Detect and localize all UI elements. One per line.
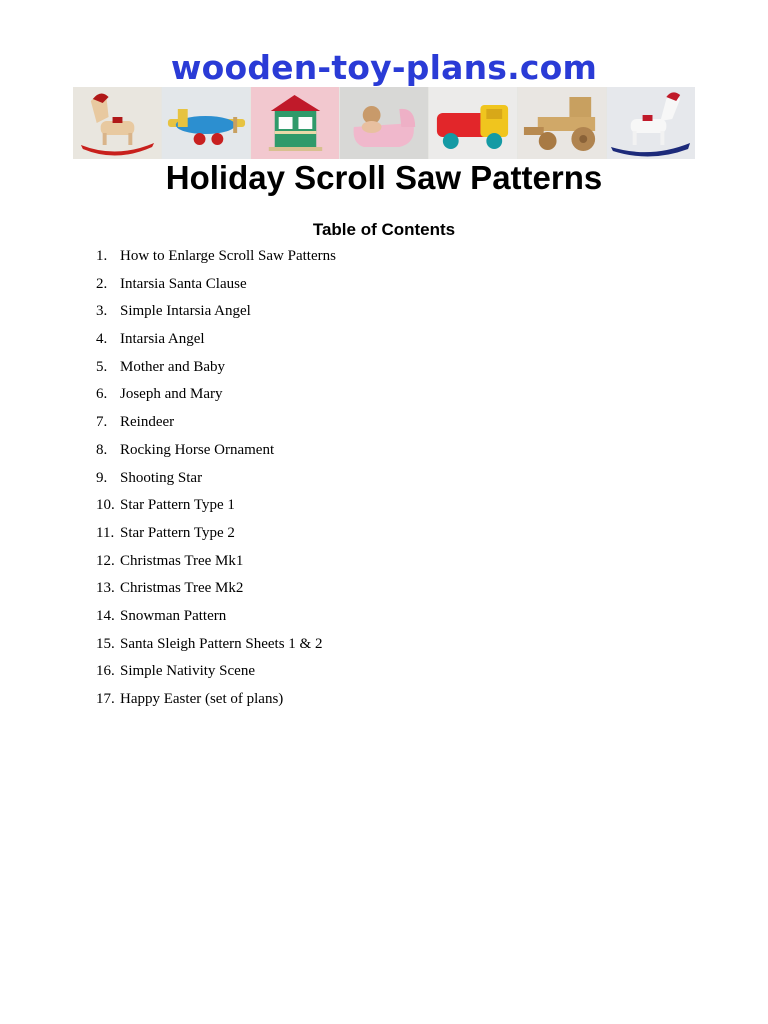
toc-item[interactable] <box>96 354 336 382</box>
toc-item-label: Snowman Pattern <box>120 607 227 624</box>
toc-item[interactable] <box>96 243 336 271</box>
toc-item-label: Rocking Horse Ornament <box>120 441 275 458</box>
toc-item[interactable] <box>96 631 336 659</box>
toc-item[interactable] <box>96 548 336 576</box>
toc-item[interactable] <box>96 381 336 409</box>
toc-item-number: 11. <box>96 524 115 541</box>
toc-item-number: 14. <box>96 607 115 624</box>
toc-item-number: 7. <box>96 414 108 431</box>
toc-item-number: 15. <box>96 635 115 652</box>
toc-item-number: 16. <box>96 663 115 680</box>
rocking-horse-white-photo <box>607 87 695 159</box>
toc-item[interactable] <box>96 326 336 354</box>
toc-item[interactable] <box>96 409 336 437</box>
toc-heading: Table of Contents <box>312 220 456 239</box>
doll-cradle-photo <box>340 87 429 159</box>
toy-photo-banner <box>73 87 695 159</box>
toc-item-number: 5. <box>96 358 108 375</box>
toc-item-label: Christmas Tree Mk1 <box>120 552 244 569</box>
truck-photo <box>429 87 518 159</box>
toc-item-label: Christmas Tree Mk2 <box>120 580 244 597</box>
toc-item-number: 12. <box>96 552 115 569</box>
toc-item[interactable] <box>96 686 336 714</box>
toc-item-label: Intarsia Santa Clause <box>120 275 247 292</box>
toc-item-number: 1. <box>96 248 108 264</box>
toc-item-number: 8. <box>96 441 108 458</box>
toc-item[interactable] <box>96 298 336 326</box>
toc-item-number: 17. <box>96 691 115 707</box>
tractor-photo <box>518 87 607 159</box>
page-title: Holiday Scroll Saw Patterns <box>165 159 603 196</box>
toc-item[interactable] <box>96 437 336 465</box>
table-of-contents <box>96 243 336 714</box>
toc-item-label: Joseph and Mary <box>120 386 223 403</box>
toc-item-label: Reindeer <box>120 414 175 431</box>
toc-item[interactable] <box>96 603 336 631</box>
toc-item-number: 4. <box>96 331 108 348</box>
dollhouse-photo <box>251 87 340 159</box>
toc-item-label: Shooting Star <box>120 469 203 486</box>
toc-item-label: Intarsia Angel <box>120 331 205 348</box>
toc-item-number: 3. <box>96 303 108 320</box>
toc-item-number: 9. <box>96 469 108 486</box>
toc-item-label: Santa Sleigh Pattern Sheets 1 & 2 <box>120 635 323 652</box>
toc-item-number: 6. <box>96 386 108 403</box>
toc-item-number: 13. <box>96 580 115 597</box>
airplane-photo <box>162 87 251 159</box>
toc-item[interactable] <box>96 465 336 493</box>
toc-item-label: Mother and Baby <box>120 358 225 375</box>
toc-item-label: Happy Easter (set of plans) <box>120 691 284 707</box>
toc-item[interactable] <box>96 271 336 299</box>
toc-item-number: 2. <box>96 275 108 292</box>
toc-item-number: 10. <box>96 497 115 514</box>
toc-item-label: How to Enlarge Scroll Saw Patterns <box>120 248 336 264</box>
toc-item-label: Star Pattern Type 2 <box>120 524 235 541</box>
toc-item-label: Star Pattern Type 1 <box>120 497 235 514</box>
toc-item[interactable] <box>96 520 336 548</box>
toc-item[interactable] <box>96 575 336 603</box>
rocking-horse-photo <box>73 87 162 159</box>
toc-item[interactable] <box>96 658 336 686</box>
toc-item-label: Simple Nativity Scene <box>120 663 255 680</box>
toc-item[interactable] <box>96 492 336 520</box>
toc-item-label: Simple Intarsia Angel <box>120 303 251 320</box>
site-name-logo[interactable]: wooden-toy-plans.com <box>170 48 598 87</box>
